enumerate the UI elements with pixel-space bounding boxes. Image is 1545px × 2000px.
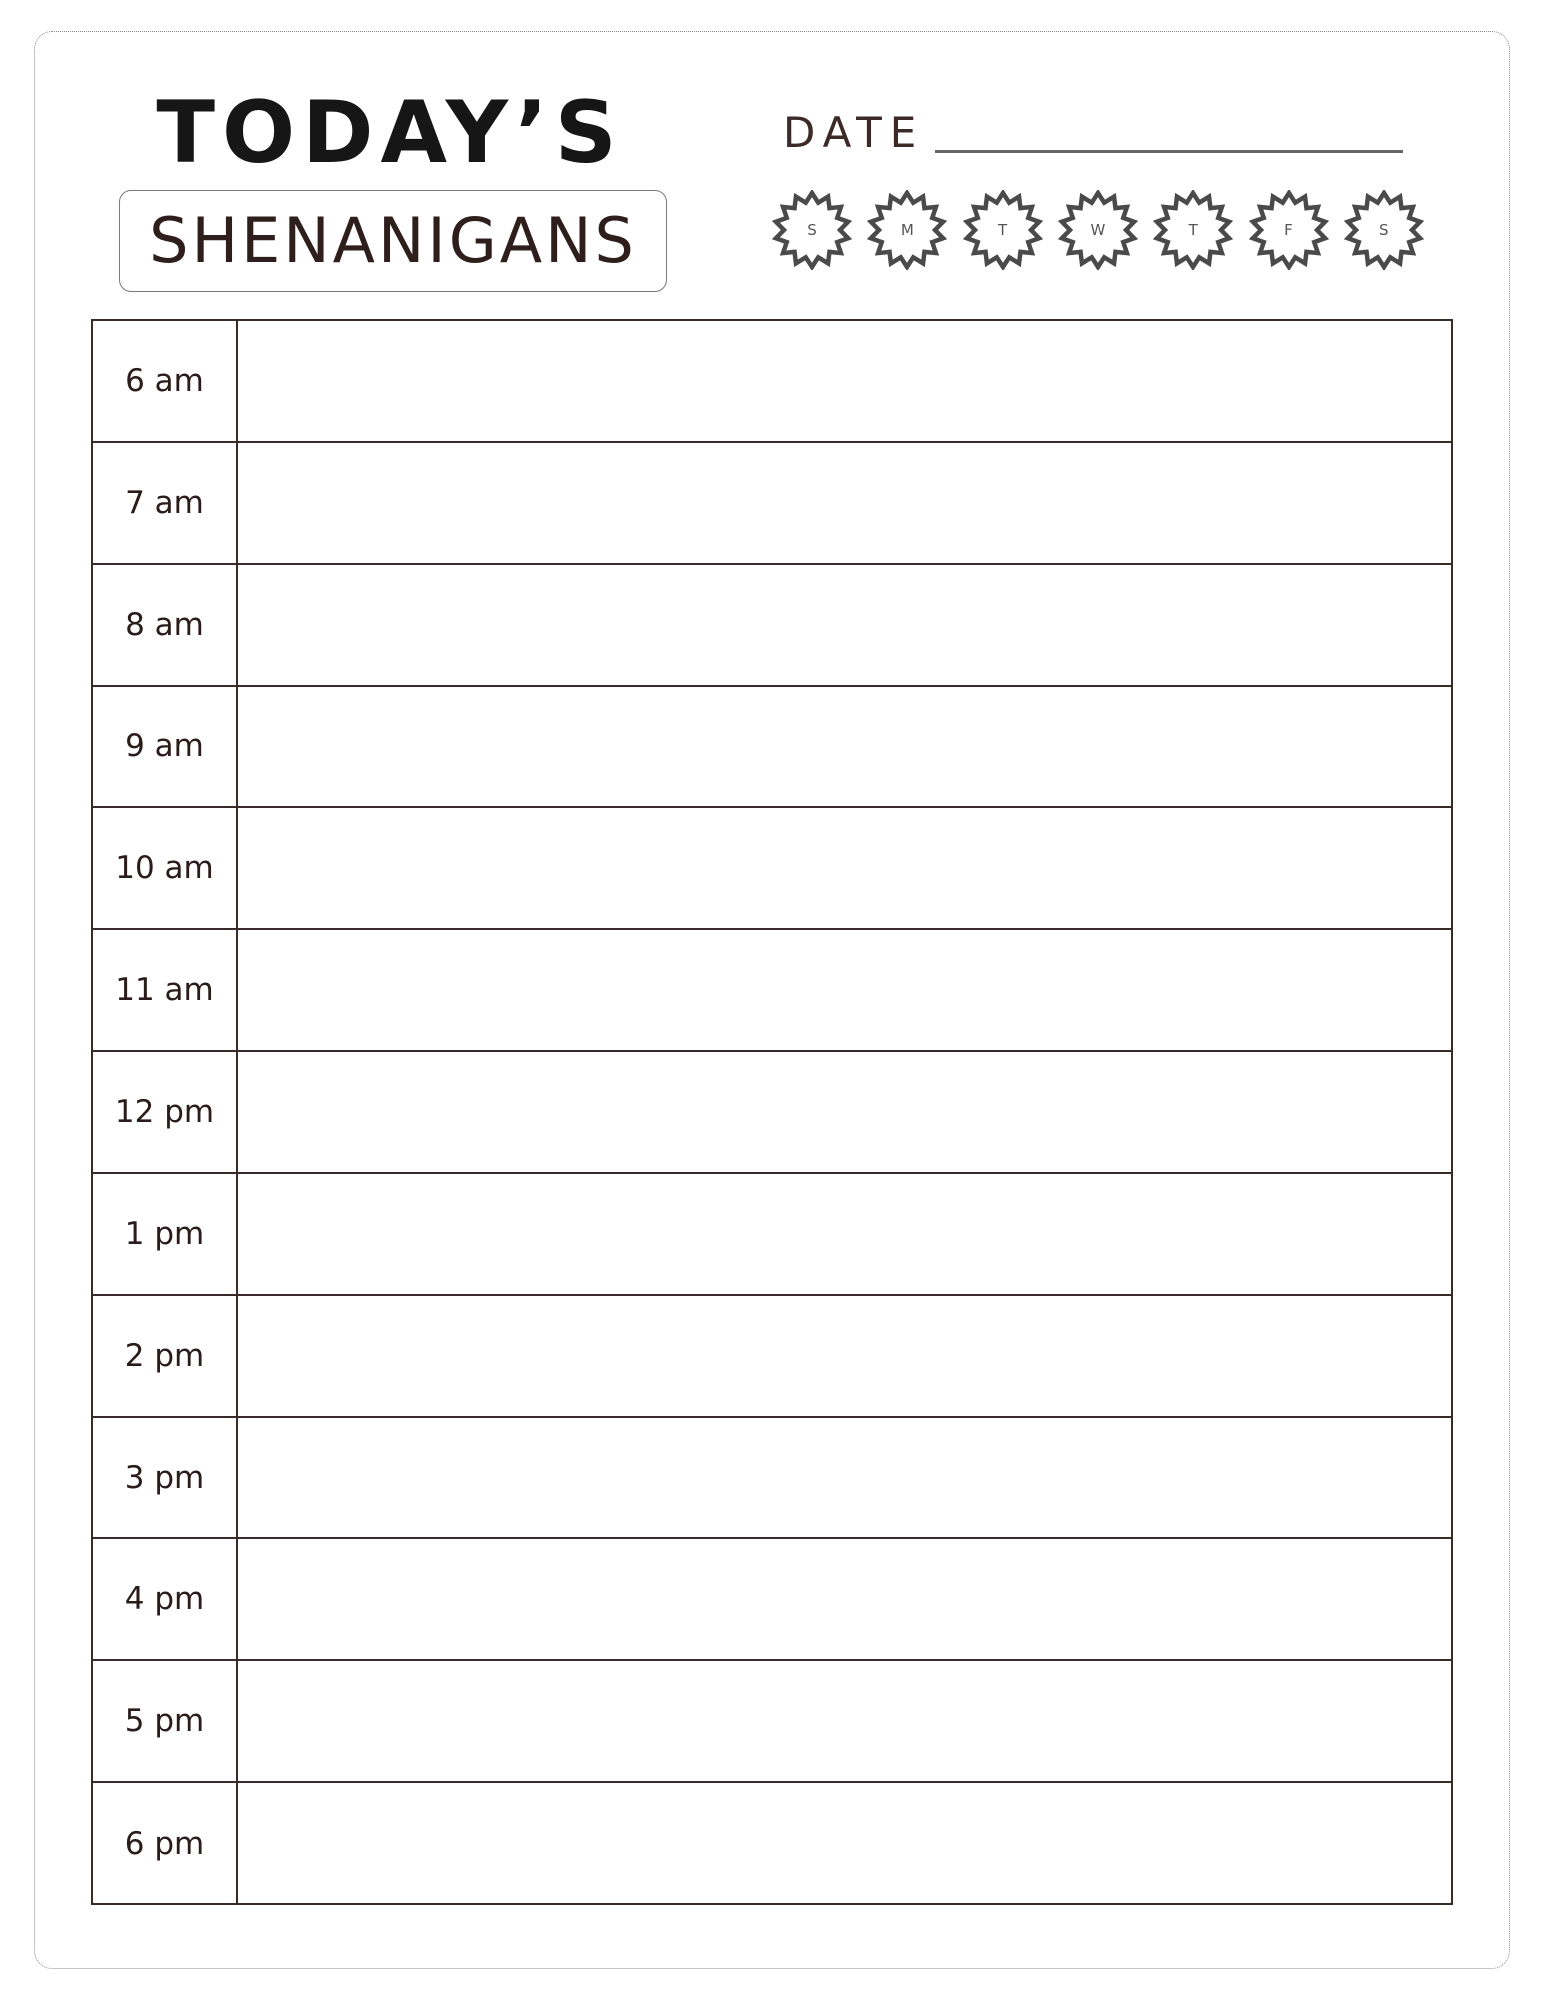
schedule-entry-field[interactable]	[238, 1783, 1451, 1905]
time-label: 11 am	[93, 930, 238, 1050]
schedule-entry-field[interactable]	[238, 321, 1451, 441]
day-of-week-selector	[772, 190, 1432, 270]
schedule-entry-field[interactable]	[238, 1174, 1451, 1294]
schedule-row	[93, 1783, 1451, 1905]
schedule-entry-field[interactable]	[238, 1296, 1451, 1416]
day-letter: T	[1188, 221, 1198, 239]
day-letter: S	[807, 221, 817, 239]
schedule-row	[93, 1418, 1451, 1540]
time-label: 6 pm	[93, 1783, 238, 1905]
schedule-row	[93, 1296, 1451, 1418]
time-label: 10 am	[93, 808, 238, 928]
schedule-row	[93, 443, 1451, 565]
day-badge-6[interactable]	[1344, 190, 1424, 270]
date-label: DATE	[783, 108, 925, 157]
day-badge-2[interactable]	[963, 190, 1043, 270]
time-label: 7 am	[93, 443, 238, 563]
schedule-entry-field[interactable]	[238, 1661, 1451, 1781]
page-title: TODAY’S	[156, 83, 624, 183]
time-label: 5 pm	[93, 1661, 238, 1781]
schedule-entry-field[interactable]	[238, 687, 1451, 807]
day-badge-3[interactable]	[1058, 190, 1138, 270]
schedule-row	[93, 321, 1451, 443]
time-label: 9 am	[93, 687, 238, 807]
time-label: 12 pm	[93, 1052, 238, 1172]
day-badge-1[interactable]	[867, 190, 947, 270]
schedule-row	[93, 1661, 1451, 1783]
page-subtitle: SHENANIGANS	[149, 204, 637, 277]
schedule-row	[93, 1052, 1451, 1174]
hourly-schedule-table	[91, 319, 1453, 1905]
schedule-row	[93, 687, 1451, 809]
schedule-entry-field[interactable]	[238, 1418, 1451, 1538]
schedule-row	[93, 808, 1451, 930]
schedule-row	[93, 930, 1451, 1052]
day-badge-5[interactable]	[1249, 190, 1329, 270]
day-badge-0[interactable]	[772, 190, 852, 270]
time-label: 8 am	[93, 565, 238, 685]
day-letter: W	[1090, 221, 1106, 239]
schedule-entry-field[interactable]	[238, 443, 1451, 563]
time-label: 6 am	[93, 321, 238, 441]
day-badge-4[interactable]	[1153, 190, 1233, 270]
date-field-line[interactable]	[935, 150, 1403, 153]
day-letter: S	[1379, 221, 1389, 239]
schedule-row	[93, 1174, 1451, 1296]
schedule-entry-field[interactable]	[238, 565, 1451, 685]
schedule-row	[93, 1539, 1451, 1661]
day-letter: T	[998, 221, 1008, 239]
time-label: 1 pm	[93, 1174, 238, 1294]
schedule-entry-field[interactable]	[238, 1539, 1451, 1659]
time-label: 2 pm	[93, 1296, 238, 1416]
schedule-entry-field[interactable]	[238, 930, 1451, 1050]
subtitle-box	[119, 190, 667, 292]
schedule-row	[93, 565, 1451, 687]
day-letter: M	[900, 221, 914, 239]
day-letter: F	[1284, 221, 1293, 239]
schedule-entry-field[interactable]	[238, 808, 1451, 928]
time-label: 3 pm	[93, 1418, 238, 1538]
time-label: 4 pm	[93, 1539, 238, 1659]
schedule-entry-field[interactable]	[238, 1052, 1451, 1172]
